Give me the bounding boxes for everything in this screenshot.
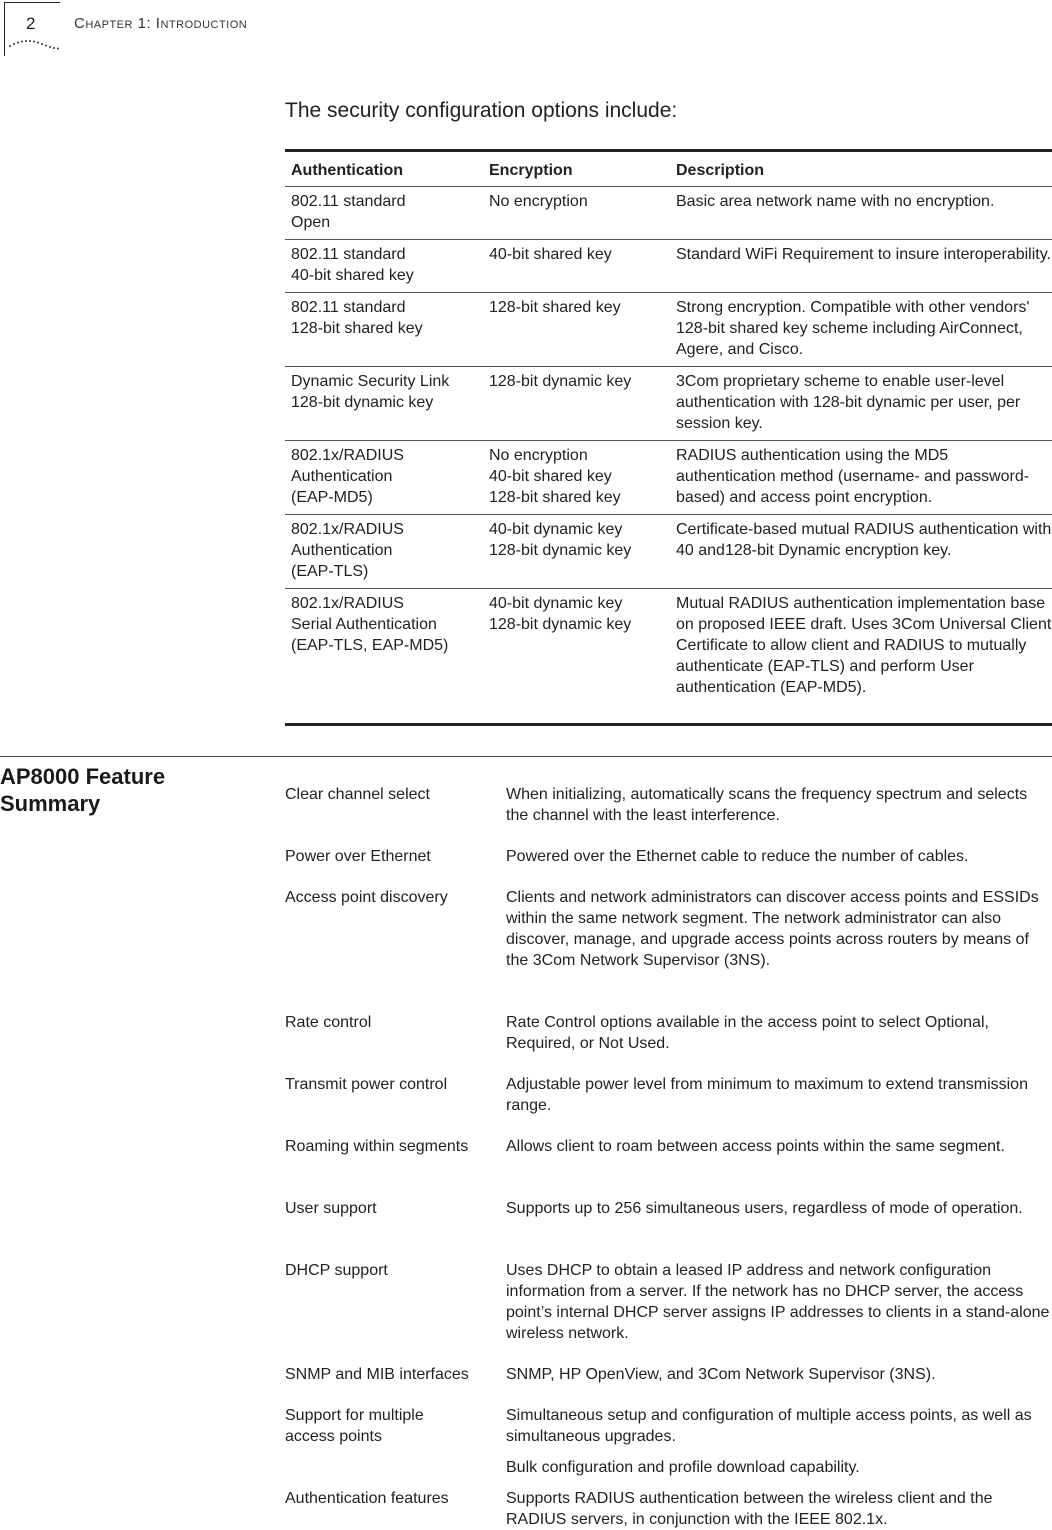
column-header-encryption: Encryption xyxy=(489,161,573,179)
cell-encryption: 128-bit shared key xyxy=(489,299,621,316)
cell-authentication: 802.1x/RADIUS Authentication (EAP-MD5) xyxy=(291,447,404,506)
feature-description-paragraph: Adjustable power level from minimum to maximum to extend transmission range. xyxy=(506,1076,1028,1114)
feature-description-paragraph: Supports up to 256 simultaneous users, regardless of mode of operation. xyxy=(506,1200,1023,1217)
feature-description xyxy=(506,1260,1052,1354)
feature-description-paragraph: Allows client to roam between access points within the same segment. xyxy=(506,1138,1005,1155)
feature-description-paragraph: Clients and network administrators can discover access points and ESSIDs within the same network segment. The network administrator can also discover, manage, and upgrade access points across routers by means of the 3Com Network Supervisor (3NS). xyxy=(506,889,1039,969)
feature-item xyxy=(285,1260,1052,1354)
table-row xyxy=(285,515,1052,588)
feature-item xyxy=(285,784,1052,836)
cell-description: RADIUS authentication using the MD5 authentication method (username- and password-based) and access point encryption. xyxy=(676,447,1030,506)
table-bottom-rule xyxy=(285,723,1052,726)
feature-summary-list xyxy=(285,784,1052,1530)
feature-name: Clear channel select xyxy=(285,786,430,803)
cell-encryption: 40-bit shared key xyxy=(489,246,612,263)
cell-description: Certificate-based mutual RADIUS authentication with 40 and128-bit Dynamic encryption key. xyxy=(676,521,1052,559)
feature-description xyxy=(506,1074,1052,1126)
feature-name: DHCP support xyxy=(285,1262,388,1279)
feature-item xyxy=(285,1074,1052,1126)
cell-authentication: 802.1x/RADIUS Serial Authentication (EAP-TLS, EAP-MD5) xyxy=(291,595,449,654)
feature-description xyxy=(506,784,1052,836)
cell-encryption: 40-bit dynamic key 128-bit dynamic key xyxy=(489,521,632,559)
table-body xyxy=(285,187,1052,723)
page-header xyxy=(0,0,300,60)
cell-description: Basic area network name with no encryption. xyxy=(676,193,995,210)
feature-description-paragraph: Powered over the Ethernet cable to reduce the number of cables. xyxy=(506,848,969,865)
feature-description xyxy=(506,1012,1052,1064)
feature-item xyxy=(285,1198,1052,1250)
table-row xyxy=(285,240,1052,292)
feature-item xyxy=(285,1136,1052,1188)
cell-authentication: 802.11 standard Open xyxy=(291,193,406,231)
cell-encryption: 128-bit dynamic key xyxy=(489,373,632,390)
feature-description xyxy=(506,1488,1052,1530)
feature-name: Support for multiple access points xyxy=(285,1407,424,1445)
table-header-row xyxy=(285,152,1052,186)
feature-description-paragraph: Rate Control options available in the access point to select Optional, Required, or Not Used. xyxy=(506,1014,989,1052)
feature-name: Authentication features xyxy=(285,1490,449,1507)
feature-description xyxy=(506,1364,1052,1395)
cell-authentication: 802.11 standard 128-bit shared key xyxy=(291,299,423,337)
intro-text: The security configuration options include: xyxy=(285,99,678,122)
feature-item xyxy=(285,1488,1052,1530)
feature-item xyxy=(285,1364,1052,1395)
table-row xyxy=(285,441,1052,514)
feature-description-paragraph: Uses DHCP to obtain a leased IP address and network configuration information from a server. If the network has no DHCP server, the access point’s internal DHCP server assigns IP addresses to clients in a stand-alone wireless network. xyxy=(506,1262,1050,1342)
feature-summary-heading: AP8000 Feature Summary xyxy=(0,764,166,816)
feature-description-paragraph: When initializing, automatically scans the frequency spectrum and selects the channel with the least interference. xyxy=(506,786,1028,824)
feature-description-paragraph: Simultaneous setup and configuration of multiple access points, as well as simultaneous upgrades. xyxy=(506,1407,1032,1445)
dotted-arc-ornament xyxy=(8,37,60,51)
feature-item xyxy=(285,846,1052,877)
feature-name: Transmit power control xyxy=(285,1076,448,1093)
page-number: 2 xyxy=(26,14,36,33)
feature-name: Roaming within segments xyxy=(285,1138,469,1155)
column-header-authentication: Authentication xyxy=(291,161,403,179)
feature-description xyxy=(506,846,1052,877)
cell-authentication: 802.11 standard 40-bit shared key xyxy=(291,246,414,284)
cell-description: Mutual RADIUS authentication implementation base on proposed IEEE draft. Uses 3Com Universal Client Certificate to allow client and RADIUS to mutually authenticate (EAP-TLS) and perform User authentication (EAP-MD5). xyxy=(676,595,1052,696)
cell-description: Standard WiFi Requirement to insure interoperability. xyxy=(676,246,1051,263)
cell-encryption: No encryption 40-bit shared key 128-bit shared key xyxy=(489,447,621,506)
feature-item xyxy=(285,887,1052,1002)
table-row xyxy=(285,589,1052,723)
feature-description xyxy=(506,1405,1052,1478)
chapter-title: Chapter 1: Introduction xyxy=(74,15,248,32)
security-options-table xyxy=(285,149,1052,726)
header-rule-top xyxy=(4,2,60,3)
table-row xyxy=(285,367,1052,440)
feature-name: SNMP and MIB interfaces xyxy=(285,1366,469,1383)
cell-encryption: No encryption xyxy=(489,193,588,210)
table-row xyxy=(285,187,1052,239)
feature-item xyxy=(285,1405,1052,1478)
header-rule-left xyxy=(4,2,5,56)
feature-description-paragraph: SNMP, HP OpenView, and 3Com Network Supervisor (3NS). xyxy=(506,1366,936,1383)
feature-name: Rate control xyxy=(285,1014,372,1031)
cell-encryption: 40-bit dynamic key 128-bit dynamic key xyxy=(489,595,632,633)
feature-description-paragraph: Bulk configuration and profile download capability. xyxy=(506,1459,860,1476)
cell-description: Strong encryption. Compatible with other vendors' 128-bit shared key scheme including AirConnect, Agere, and Cisco. xyxy=(676,299,1030,358)
column-header-description: Description xyxy=(676,161,765,179)
feature-name: User support xyxy=(285,1200,377,1217)
feature-description xyxy=(506,1136,1052,1188)
feature-name: Access point discovery xyxy=(285,889,448,906)
feature-description xyxy=(506,1198,1052,1250)
feature-item xyxy=(285,1012,1052,1064)
cell-authentication: Dynamic Security Link 128-bit dynamic key xyxy=(291,373,450,411)
section-divider xyxy=(0,756,1052,757)
feature-description-paragraph: Supports RADIUS authentication between the wireless client and the RADIUS servers, in conjunction with the IEEE 802.1x. xyxy=(506,1490,993,1528)
feature-name: Power over Ethernet xyxy=(285,848,431,865)
feature-description xyxy=(506,887,1052,1002)
table-row xyxy=(285,293,1052,366)
cell-authentication: 802.1x/RADIUS Authentication (EAP-TLS) xyxy=(291,521,404,580)
cell-description: 3Com proprietary scheme to enable user-level authentication with 128-bit dynamic per user, per session key. xyxy=(676,373,1021,432)
